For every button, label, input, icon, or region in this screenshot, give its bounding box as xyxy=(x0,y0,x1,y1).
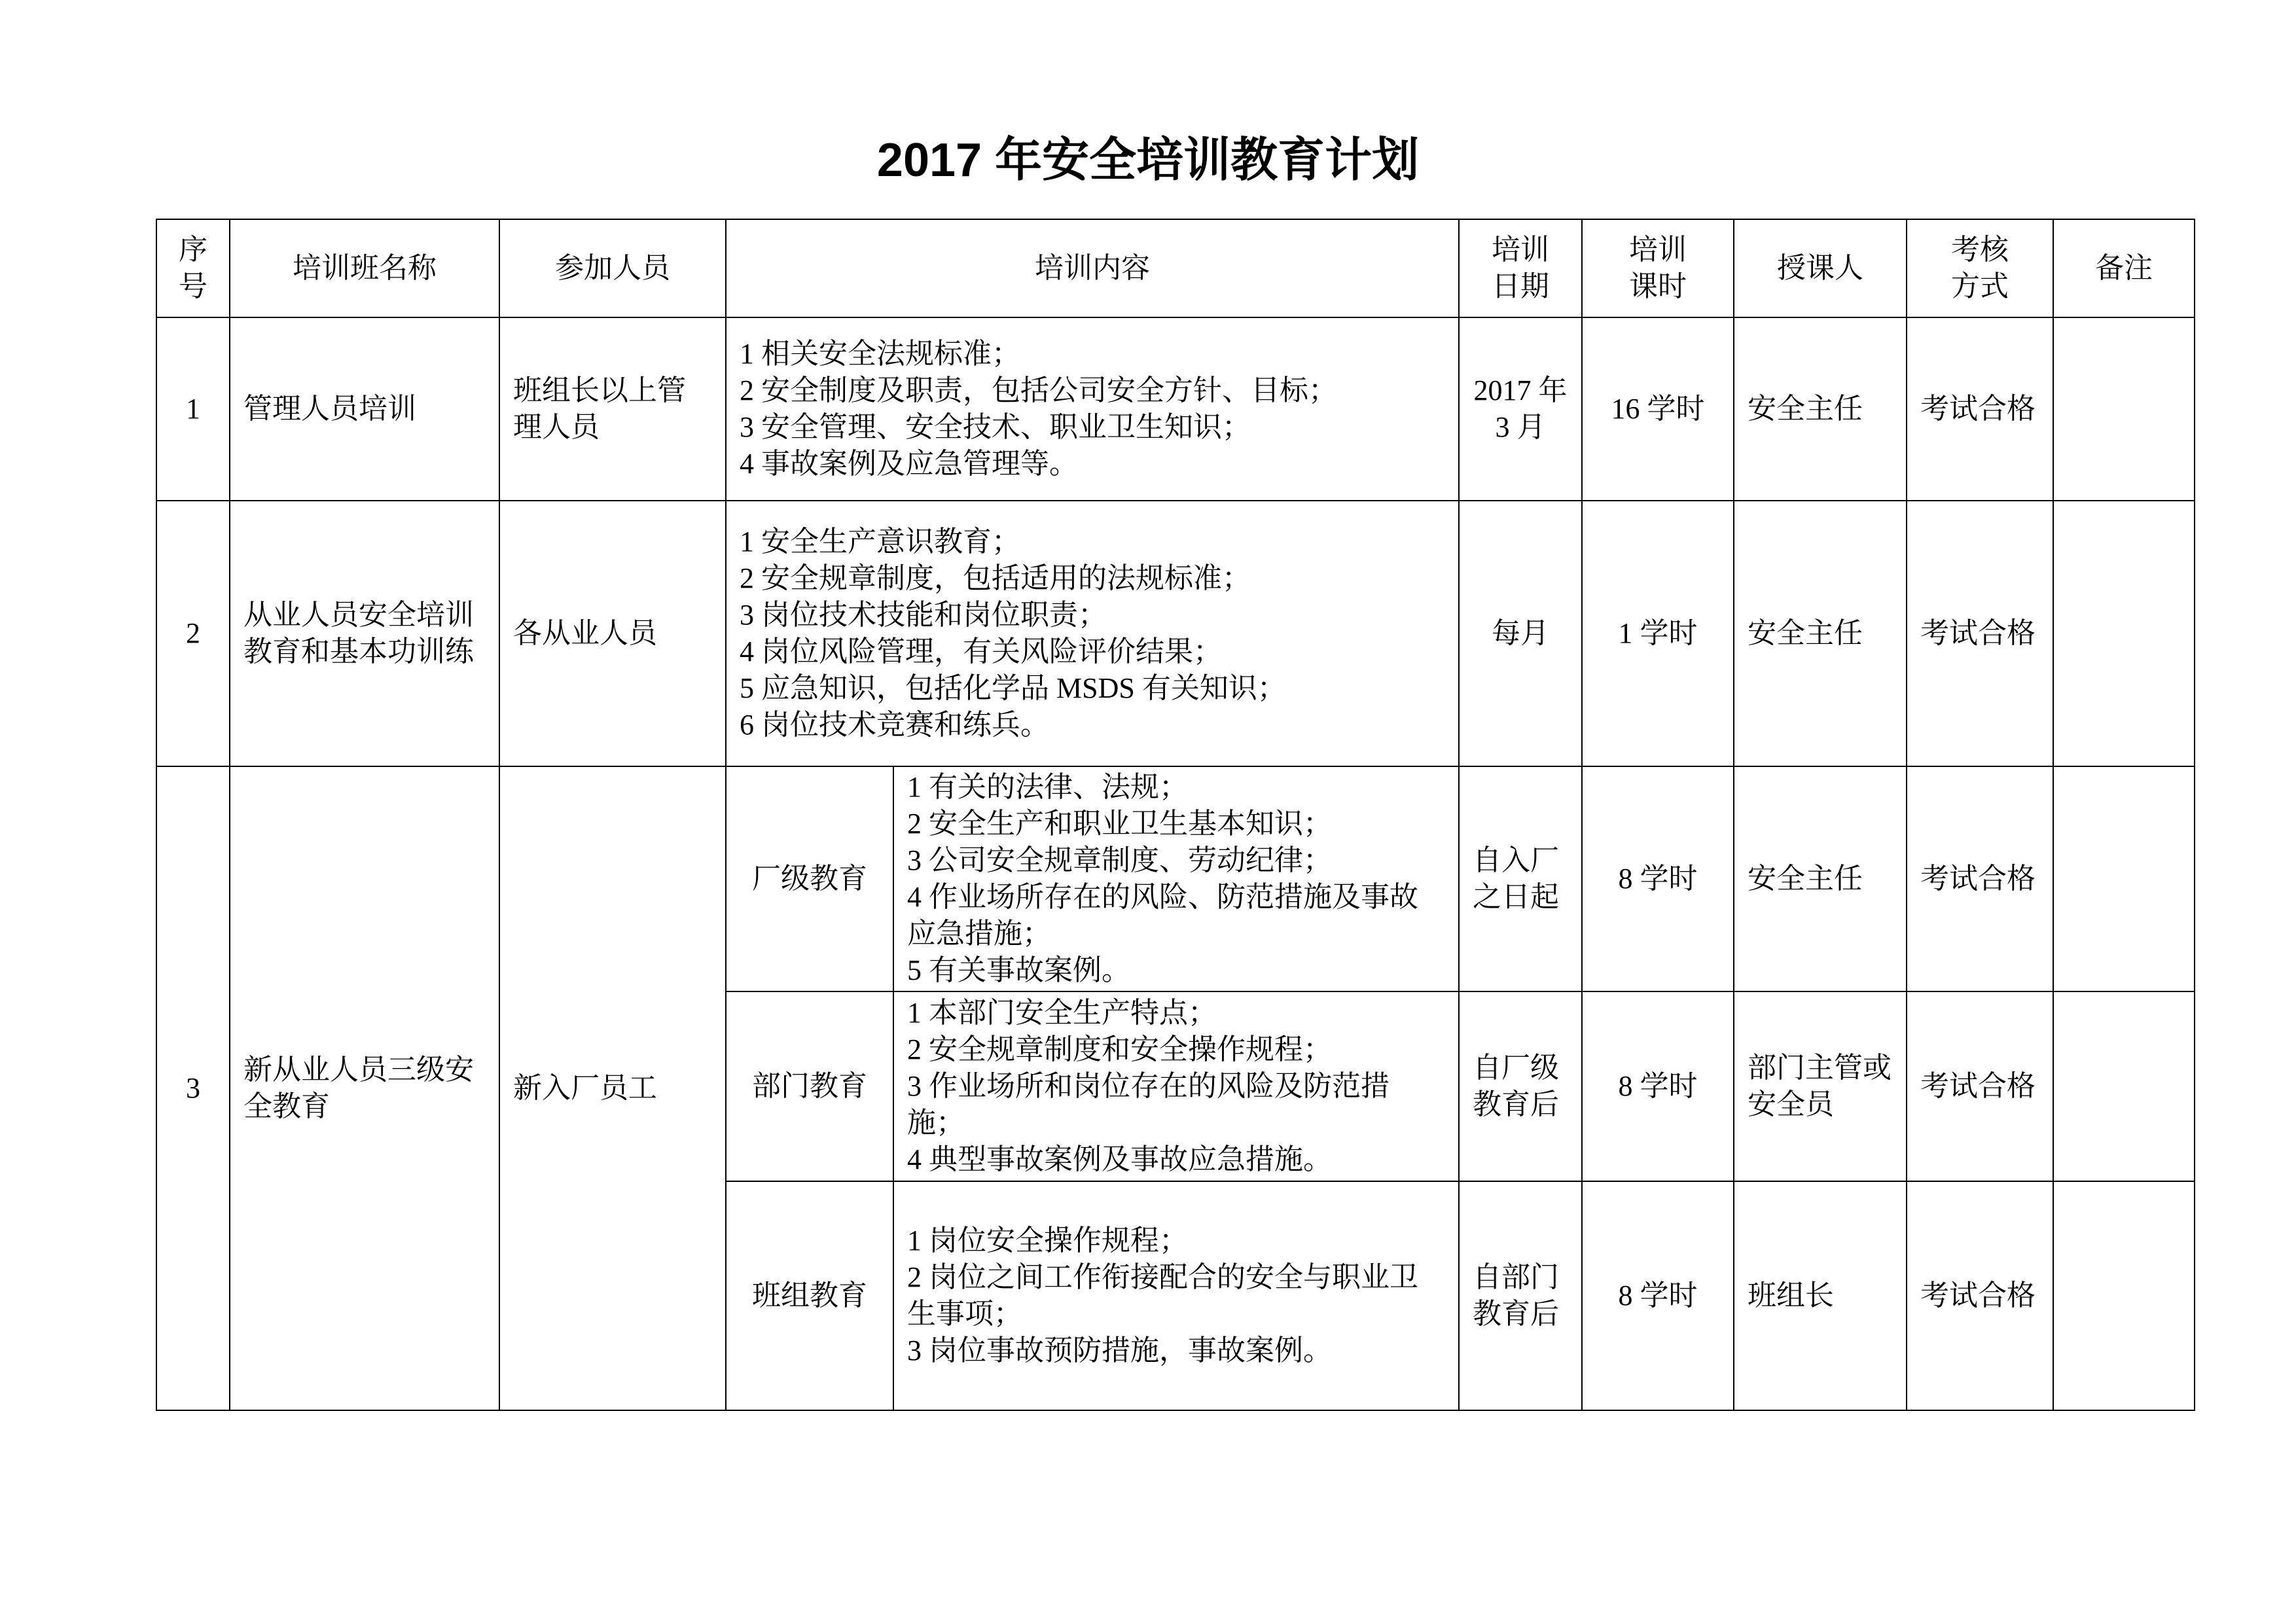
cell-class-name: 新从业人员三级安全教育 xyxy=(230,766,499,1410)
cell-exam: 考试合格 xyxy=(1907,991,2053,1181)
cell-exam: 考试合格 xyxy=(1907,766,2053,991)
cell-exam: 考试合格 xyxy=(1907,317,2053,501)
training-plan-table xyxy=(156,219,2195,1411)
cell-participants: 各从业人员 xyxy=(499,501,726,766)
header-hours: 培训 课时 xyxy=(1582,219,1734,317)
cell-hours: 8 学时 xyxy=(1582,1181,1734,1410)
cell-level: 厂级教育 xyxy=(726,766,893,991)
cell-remarks xyxy=(2053,766,2195,991)
cell-hours: 8 学时 xyxy=(1582,991,1734,1181)
cell-instructor: 部门主管或安全员 xyxy=(1734,991,1907,1181)
header-row xyxy=(156,219,2195,317)
cell-hours: 8 学时 xyxy=(1582,766,1734,991)
table-row xyxy=(156,317,2195,501)
cell-instructor: 安全主任 xyxy=(1734,766,1907,991)
page-title: 2017 年安全培训教育计划 xyxy=(876,134,1420,187)
cell-exam: 考试合格 xyxy=(1907,501,2053,766)
cell-content: 1 安全生产意识教育； 2 安全规章制度，包括适用的法规标准； 3 岗位技术技能和岗位职责； 4 岗位风险管理，有关风险评价结果； 5 应急知识，包括化学品 MSDS 有关知识； 6 岗位技术竞赛和练兵。 xyxy=(726,501,1459,766)
cell-participants: 班组长以上管理人员 xyxy=(499,317,726,501)
cell-content: 1 有关的法律、法规； 2 安全生产和职业卫生基本知识； 3 公司安全规章制度、劳动纪律； 4 作业场所存在的风险、防范措施及事故应急措施； 5 有关事故案例。 xyxy=(893,766,1459,991)
cell-seq: 1 xyxy=(156,317,230,501)
header-seq: 序 号 xyxy=(156,219,230,317)
cell-instructor: 班组长 xyxy=(1734,1181,1907,1410)
cell-exam: 考试合格 xyxy=(1907,1181,2053,1410)
header-exam: 考核 方式 xyxy=(1907,219,2053,317)
cell-hours: 1 学时 xyxy=(1582,501,1734,766)
cell-level: 部门教育 xyxy=(726,991,893,1181)
cell-content: 1 相关安全法规标准； 2 安全制度及职责，包括公司安全方针、目标； 3 安全管理、安全技术、职业卫生知识； 4 事故案例及应急管理等。 xyxy=(726,317,1459,501)
header-content: 培训内容 xyxy=(726,219,1459,317)
cell-remarks xyxy=(2053,1181,2195,1410)
cell-hours: 16 学时 xyxy=(1582,317,1734,501)
header-participants: 参加人员 xyxy=(499,219,726,317)
cell-remarks xyxy=(2053,317,2195,501)
cell-class-name: 从业人员安全培训教育和基本功训练 xyxy=(230,501,499,766)
cell-remarks xyxy=(2053,501,2195,766)
table-row xyxy=(156,501,2195,766)
cell-content: 1 本部门安全生产特点； 2 安全规章制度和安全操作规程； 3 作业场所和岗位存在的风险及防范措施； 4 典型事故案例及事故应急措施。 xyxy=(893,991,1459,1181)
table-row xyxy=(156,766,2195,991)
cell-level: 班组教育 xyxy=(726,1181,893,1410)
cell-seq: 3 xyxy=(156,766,230,1410)
cell-class-name: 管理人员培训 xyxy=(230,317,499,501)
cell-date: 每月 xyxy=(1459,501,1582,766)
cell-date: 自部门教育后 xyxy=(1459,1181,1582,1410)
cell-date: 自厂级教育后 xyxy=(1459,991,1582,1181)
header-instructor: 授课人 xyxy=(1734,219,1907,317)
cell-content: 1 岗位安全操作规程； 2 岗位之间工作衔接配合的安全与职业卫生事项； 3 岗位事故预防措施，事故案例。 xyxy=(893,1181,1459,1410)
cell-date: 自入厂之日起 xyxy=(1459,766,1582,991)
header-remarks: 备注 xyxy=(2053,219,2195,317)
cell-instructor: 安全主任 xyxy=(1734,501,1907,766)
cell-date: 2017 年 3 月 xyxy=(1459,317,1582,501)
header-class-name: 培训班名称 xyxy=(230,219,499,317)
cell-instructor: 安全主任 xyxy=(1734,317,1907,501)
header-date: 培训 日期 xyxy=(1459,219,1582,317)
cell-remarks xyxy=(2053,991,2195,1181)
cell-seq: 2 xyxy=(156,501,230,766)
cell-participants: 新入厂员工 xyxy=(499,766,726,1410)
